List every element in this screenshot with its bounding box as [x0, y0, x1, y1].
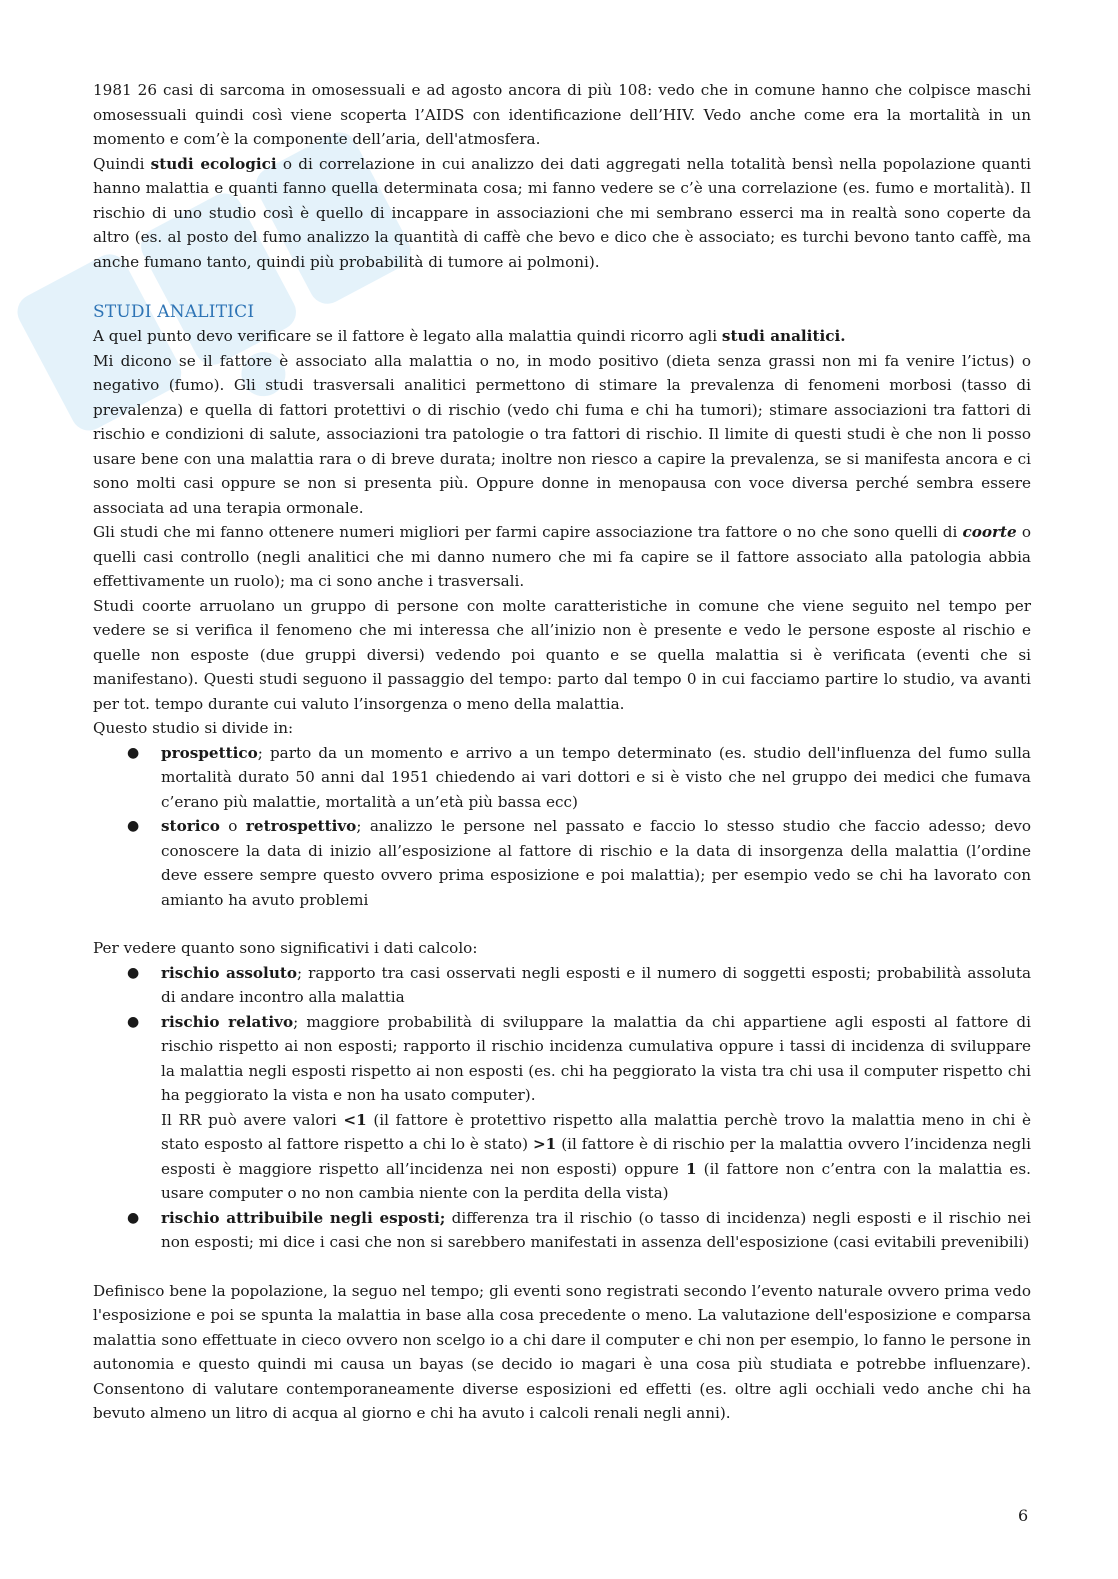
rr-values-paragraph: Il RR può avere valori <1 (il fattore è protettivo rispetto alla malattia perchè trovo la malattia meno in chi è stato esposto al fattore rispetto a chi lo è stato) >1 (il fattore è di rischio per la malattia ovvero l’incidenza negli esposti è maggiore rispetto all’incidenza nei non esposti) oppure 1 (il fattore non c’entra con la malattia es. usare computer o no non cambia niente con la perdita della vista): [161, 1110, 1032, 1202]
list-item: ● prospettico; parto da un momento e arrivo a un tempo determinato (es. studio dell'influenza del fumo sulla mortalità durato 50 anni dal 1951 chiedendo ai vari dottori e si è visto che nel gruppo dei medici che fumava c’erano più malattie, mortalità a un’età più bassa ecc): [93, 741, 1031, 815]
risk-measures-list: [93, 961, 1031, 1255]
list-item: ● rischio relativo; maggiore probabilità di sviluppare la malattia da chi appartiene agli esposti al fattore di rischio rispetto ai non esposti; rapporto il rischio incidenza cumulativa oppure i tassi di incidenza di sviluppare la malattia negli esposti rispetto ai non esposti (es. chi ha peggiorato la vista tra chi usa il computer rispetto chi ha peggiorato la vista e non ha usato computer). Il RR può avere valori <1 (il fattore è protettivo rispetto alla malattia perchè trovo la malattia meno in chi è stato esposto al fattore rispetto a chi lo è stato) >1 (il fattore è di rischio per la malattia ovvero l’incidenza negli esposti è maggiore rispetto all’incidenza nei non esposti) oppure 1 (il fattore non c’entra con la malattia es. usare computer o no non cambia niente con la perdita della vista): [93, 1010, 1031, 1206]
section-paragraph-4: Studi coorte arruolano un gruppo di persone con molte caratteristiche in comune che viene seguito nel tempo per vedere se si verifica il fenomeno che mi interessa che all’inizio non è presente e vedo le persone esposte al rischio e quelle non esposte (due gruppi diversi) vedendo poi quanto e se quella malattia si è verificata (eventi che si manifestano). Questi studi seguono il passaggio del tempo: parto dal tempo 0 in cui facciamo partire lo studio, va avanti per tot. tempo durante cui valuto l’insorgenza o meno della malattia.: [93, 596, 1031, 713]
study-types-list: [93, 741, 1031, 913]
bullet-icon: ●: [127, 744, 140, 761]
page-number: 6: [1018, 1506, 1029, 1525]
document-body: [93, 78, 1031, 1426]
section-heading: STUDI ANALITICI: [93, 302, 255, 322]
section-paragraph-7: Definisco bene la popolazione, la seguo nel tempo; gli eventi sono registrati secondo l’evento naturale ovvero prima vedo l'esposizione e poi se spunta la malattia in base alla cosa precedente o meno. La valutazione dell'esposizione e comparsa malattia sono effettuate in cieco ovvero non scelgo io a chi dare il computer e chi non per esempio, lo fanno le persone in autonomia e questo quindi mi causa un bayas (se decido io magari è una cosa più studiata e potrebbe influenzare). Consentono di valutare contemporaneamente diverse esposizioni ed effetti (es. oltre agli occhiali vedo anche chi ha bevuto almeno un litro di acqua al giorno e chi ha avuto i calcoli renali negli anni).: [93, 1281, 1031, 1422]
bullet-icon: ●: [127, 818, 140, 834]
section-paragraph-6: Per vedere quanto sono significativi i dati calcolo:: [93, 939, 478, 957]
list-item: ● rischio assoluto; rapporto tra casi osservati negli esposti e il numero di soggetti esposti; probabilità assoluta di andare incontro alla malattia: [93, 961, 1031, 1010]
bullet-icon: ●: [127, 1013, 140, 1030]
intro-paragraph-1: 1981 26 casi di sarcoma in omosessuali e ad agosto ancora di più 108: vedo che in comune hanno che colpisce maschi omosessuali quindi così viene scoperta l’AIDS con identificazione dell’HIV. Vedo anche come era la mortalità in un momento e com’è la componente dell’aria, dell'atmosfera.: [93, 81, 1031, 148]
section-paragraph-3: Gli studi che mi fanno ottenere numeri migliori per farmi capire associazione tra fattore o no che sono quelli di coorte o quelli casi controllo (negli analitici che mi danno numero che mi fa capire se il fattore associato alla patologia abbia effettivamente un ruolo); ma ci sono anche i trasversali.: [93, 523, 1031, 590]
section-paragraph-1: A quel punto devo verificare se il fattore è legato alla malattia quindi ricorro agli studi analitici.: [93, 327, 846, 345]
bullet-icon: ●: [127, 1209, 140, 1226]
intro-paragraph-2: Quindi studi ecologici o di correlazione in cui analizzo dei dati aggregati nella totalità bensì nella popolazione quanti hanno malattia e quanti fanno quella determinata cosa; mi fanno vedere se c’è una correlazione (es. fumo e mortalità). Il rischio di uno studio così è quello di incappare in associazioni che mi sembrano esserci ma in realtà sono coperte da altro (es. al posto del fumo analizzo la quantità di caffè che bevo e dico che è associato; es turchi bevono tanto caffè, ma anche fumano tanto, quindi più probabilità di tumore ai polmoni).: [93, 154, 1031, 271]
section-paragraph-5: Questo studio si divide in:: [93, 719, 294, 737]
bullet-icon: ●: [127, 964, 140, 981]
list-item: ● rischio attribuibile negli esposti; differenza tra il rischio (o tasso di incidenza) negli esposti e il rischio nei non esposti; mi dice i casi che non si sarebbero manifestati in assenza dell'esposizione (casi evitabili prevenibili): [93, 1206, 1031, 1255]
section-paragraph-2: Mi dicono se il fattore è associato alla malattia o no, in modo positivo (dieta senza grassi non mi fa venire l’ictus) o negativo (fumo). Gli studi trasversali analitici permettono di stimare la prevalenza di fenomeni morbosi (tasso di prevalenza) e quella di fattori protettivi o di rischio (vedo chi fuma e chi ha tumori); stimare associazioni tra fattori di rischio e condizioni di salute, associazioni tra patologie o tra fattori di rischio. Il limite di questi studi è che non li posso usare bene con una malattia rara o di breve durata; inoltre non riesco a capire la prevalenza, se si manifesta ancora e ci sono molti casi oppure se non si presenta più. Oppure donne in menopausa con voce diversa perché sembra essere associata ad una terapia ormonale.: [93, 351, 1031, 517]
list-item: ● storico o retrospettivo; analizzo le persone nel passato e faccio lo stesso studio che faccio adesso; devo conoscere la data di inizio all’esposizione al fattore di rischio e la data di insorgenza della malattia (l’ordine deve essere sempre questo ovvero prima esposizione e poi malattia); per esempio vedo se chi ha lavorato con amianto ha avuto problemi: [93, 814, 1031, 912]
